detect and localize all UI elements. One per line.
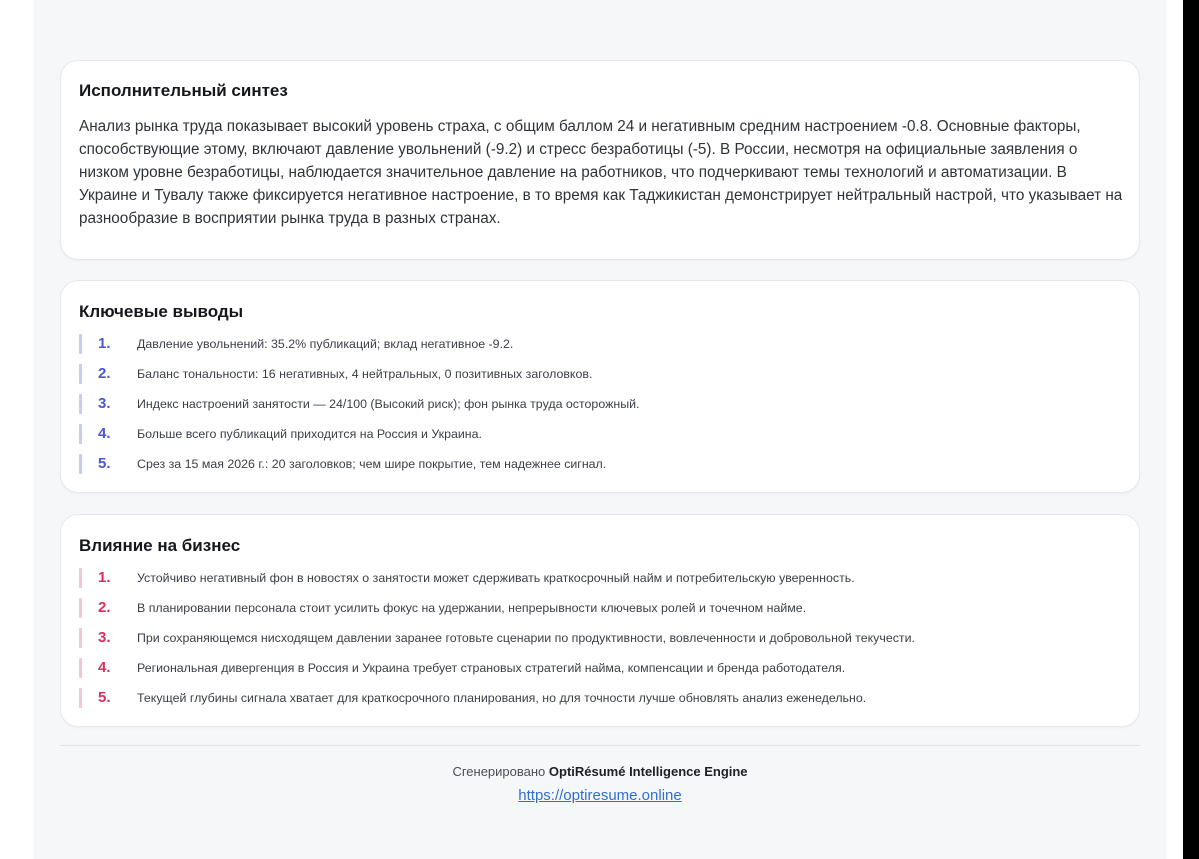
finding-item	[79, 423, 1129, 453]
footer-generated-prefix: Сгенерировано	[452, 764, 549, 779]
executive-synthesis-text: Анализ рынка труда показывает высокий уровень страха, с общим баллом 24 и негативным средним настроением -0.8. Основные факторы, способствующие этому, включают давление увольнений (-9.2) и стресс безработицы (-5). В России, несмотря на официальные заявления о низком уровне безработицы, наблюдается значительное давление на работников, что подчеркивают темы технологий и автоматизации. В Украине и Тувалу также фиксируется негативное настроение, в то время как Таджикистан демонстрирует нейтральный настрой, что указывает на разнообразие в восприятии рынка труда в разных странах.	[79, 118, 1123, 227]
impact-item	[79, 567, 1129, 597]
impact-number: 2.	[98, 599, 111, 616]
finding-item	[79, 333, 1129, 363]
executive-synthesis-title: Исполнительный синтез	[79, 81, 288, 100]
impact-text: Текущей глубины сигнала хватает для краткосрочного планирования, но для точности лучше обновлять анализ еженедельно.	[137, 691, 867, 705]
finding-text: Больше всего публикаций приходится на Россия и Украина.	[137, 427, 482, 441]
finding-text: Баланс тональности: 16 негативных, 4 нейтральных, 0 позитивных заголовков.	[137, 367, 593, 381]
impact-number: 1.	[98, 569, 111, 586]
finding-text: Индекс настроений занятости — 24/100 (Высокий риск); фон рынка труда осторожный.	[137, 397, 640, 411]
impact-text: В планировании персонала стоит усилить фокус на удержании, непрерывности ключевых ролей и точечном найме.	[137, 601, 807, 615]
finding-accent-bar	[79, 334, 82, 354]
finding-number: 5.	[98, 455, 111, 472]
finding-text: Давление увольнений: 35.2% публикаций; вклад негативное -9.2.	[137, 337, 514, 351]
footer-engine-name: OptiRésumé Intelligence Engine	[548, 764, 748, 779]
impact-item	[79, 597, 1129, 627]
finding-number: 1.	[98, 335, 111, 352]
finding-accent-bar	[79, 424, 82, 444]
impact-number: 3.	[98, 629, 111, 646]
impact-item	[79, 657, 1129, 687]
business-impact-card	[60, 514, 1140, 727]
executive-synthesis-card	[60, 60, 1140, 260]
impact-item	[79, 627, 1129, 657]
footer-divider	[60, 745, 1140, 746]
impact-accent-bar	[79, 598, 82, 618]
finding-accent-bar	[79, 454, 82, 474]
business-impact-list	[79, 567, 1129, 717]
impact-text: При сохраняющемся нисходящем давлении заранее готовьте сценарии по продуктивности, вовлеченности и добровольной текучести.	[137, 631, 915, 645]
window-frame-right	[1166, 0, 1183, 859]
report-page	[34, 0, 1166, 859]
impact-number: 5.	[98, 689, 111, 706]
impact-text: Устойчиво негативный фон в новостях о занятости может сдерживать краткосрочный найм и потребительскую уверенность.	[137, 571, 855, 585]
key-findings-title: Ключевые выводы	[79, 302, 244, 321]
footer-link-row	[34, 787, 1166, 804]
key-findings-card	[60, 280, 1140, 493]
impact-accent-bar	[79, 628, 82, 648]
key-findings-list	[79, 333, 1129, 483]
finding-accent-bar	[79, 394, 82, 414]
finding-number: 3.	[98, 395, 111, 412]
finding-item	[79, 363, 1129, 393]
impact-number: 4.	[98, 659, 111, 676]
finding-item	[79, 393, 1129, 423]
impact-accent-bar	[79, 688, 82, 708]
finding-item	[79, 453, 1129, 483]
impact-text: Региональная дивергенция в Россия и Украина требует страновых стратегий найма, компенсации и бренда работодателя.	[137, 661, 846, 675]
business-impact-title: Влияние на бизнес	[79, 536, 241, 555]
footer-generated-line	[34, 764, 1166, 779]
finding-number: 4.	[98, 425, 111, 442]
impact-item	[79, 687, 1129, 717]
window-frame-left	[0, 0, 34, 859]
footer-website-link[interactable]: https://optiresume.online	[518, 787, 682, 804]
window-edge	[1183, 0, 1199, 859]
finding-accent-bar	[79, 364, 82, 384]
finding-number: 2.	[98, 365, 111, 382]
finding-text: Срез за 15 мая 2026 г.: 20 заголовков; чем шире покрытие, тем надежнее сигнал.	[137, 457, 607, 471]
impact-accent-bar	[79, 568, 82, 588]
impact-accent-bar	[79, 658, 82, 678]
